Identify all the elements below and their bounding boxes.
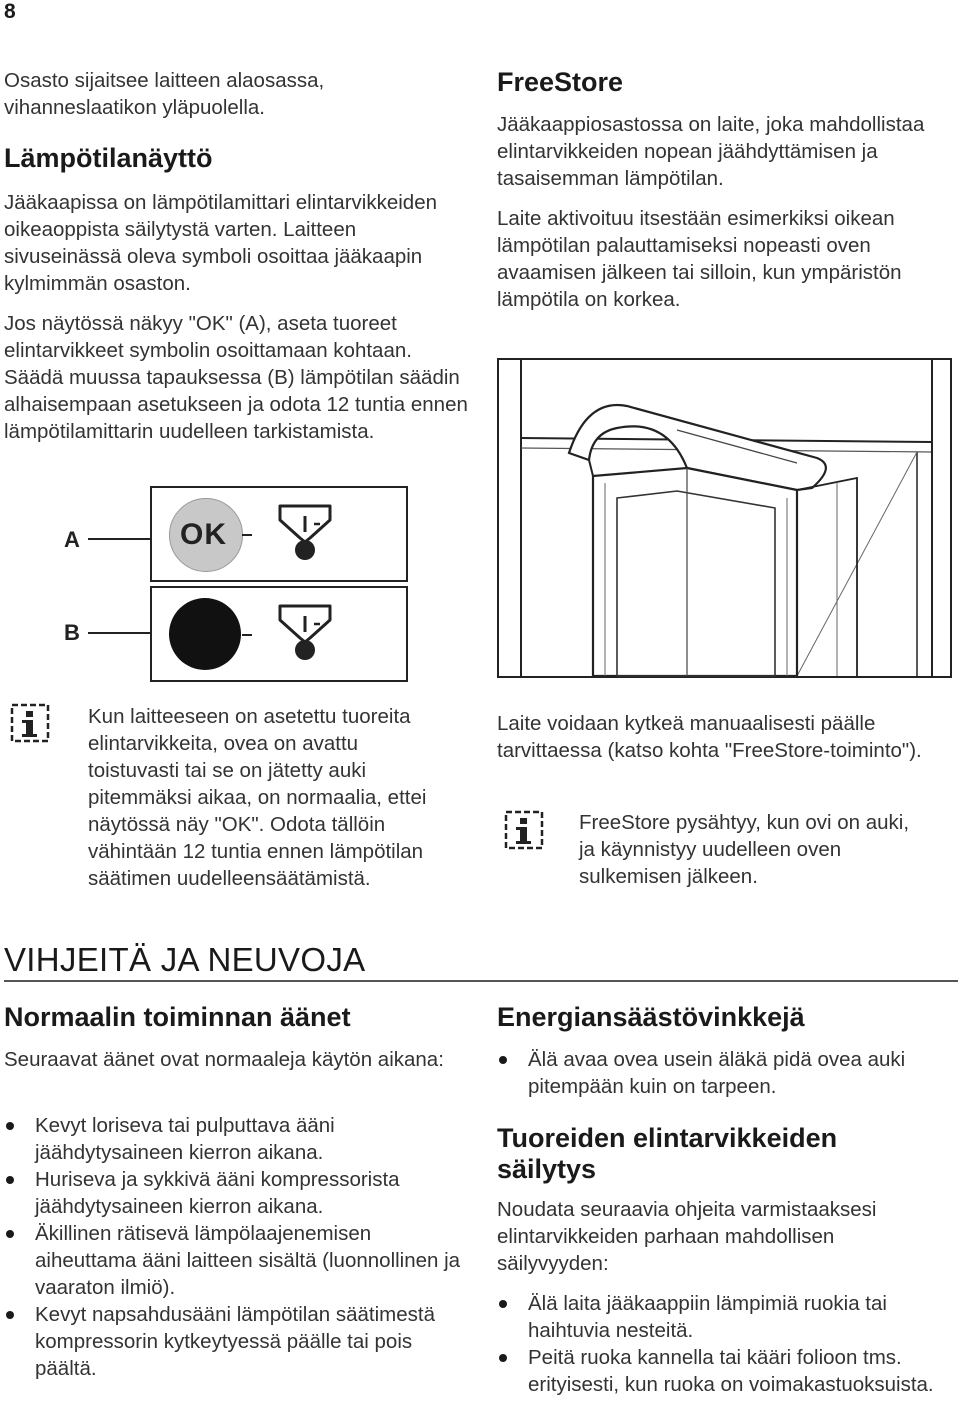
temp-paragraph-2: Jos näytössä näkyy "OK" (A), aseta tuoreet elintarvikkeet symbolin osoittamaan kohtaan. Säädä muussa tapauksessa (B) lämpötilan säädin alhaisempaan asetukseen ja odota 12 tuntia ennen lämpötilamittarin uudelleen tarkistamista. (4, 312, 468, 443)
panel-b (150, 586, 408, 682)
dark-indicator-circle (169, 598, 241, 670)
ok-text: OK (180, 518, 227, 551)
section-divider (4, 980, 958, 982)
list-item: Peitä ruoka kannella tai kääri folioon tms. erityisesti, kun ruoka on voimakastuoksuista. (497, 1344, 952, 1398)
list-item: Älä avaa ovea usein äläkä pidä ovea auki pitempään kuin on tarpeen. (497, 1046, 959, 1100)
left-info-note: Kun laitteeseen on asetettu tuoreita elintarvikkeita, ovea on avattu toistuvasti tai se on jätetty auki pitemmäksi aikaa, on normaalia, ettei näytössä näy "OK". Odota tällöin vähintään 12 tuntia ennen lämpötilan säätimen uudelleensäätämistä. (88, 705, 427, 890)
energy-list (497, 1046, 959, 1100)
leader-line-b (88, 632, 150, 634)
dash-b (242, 634, 252, 636)
list-item: Huriseva ja sykkivä ääni kompressorista jäähdytysaineen kierron aikana. (4, 1166, 464, 1220)
freestore-paragraph-1: Jääkaappiosastossa on laite, joka mahdollistaa elintarvikkeiden nopean jäähdyttämisen ja tasaisemman lämpötilan. (497, 113, 925, 190)
info-icon (10, 703, 50, 743)
freestore-device-illustration (497, 358, 952, 678)
right-info-note: FreeStore pysähtyy, kun ovi on auki, ja käynnistyy uudelleen oven sulkemisen jälkeen. (579, 811, 910, 888)
thermometer-symbol-icon (276, 602, 334, 666)
storage-list (497, 1290, 952, 1398)
page-number: 8 (4, 0, 16, 23)
label-a: A (64, 527, 80, 552)
storage-intro: Noudata seuraavia ohjeita varmistaaksesi elintarvikkeiden parhaan mahdollisen säilyvyyden: (497, 1198, 877, 1275)
temperature-indicator-diagram (0, 486, 410, 682)
info-icon (504, 810, 544, 850)
list-item: Äkillinen rätisevä lämpölaajenemisen aiheuttama ääni laitteen sisältä (luonnollinen ja vaaraton ilmiö). (4, 1220, 464, 1301)
list-item: Kevyt napsahdusääni lämpötilan säätimestä kompressorin kytkeytyessä päälle tai pois päältä. (4, 1301, 464, 1382)
freestore-heading: FreeStore (497, 67, 624, 97)
label-b: B (64, 620, 80, 645)
panel-a (150, 486, 408, 582)
freestore-paragraph-2: Laite aktivoituu itsestään esimerkiksi oikean lämpötilan palauttamiseksi nopeasti oven avaamisen jälkeen tai silloin, kun ympäristön lämpötila on korkea. (497, 207, 902, 311)
temp-paragraph-1: Jääkaapissa on lämpötilamittari elintarvikkeiden oikeaoppista säilytystä varten. Laitteen sivuseinässä oleva symboli osoittaa jääkaapin kylmimmän osaston. (4, 191, 437, 295)
dash-a (242, 534, 252, 536)
storage-heading: Tuoreiden elintarvikkeiden säilytys (497, 1123, 838, 1184)
sounds-heading: Normaalin toiminnan äänet (4, 1002, 351, 1032)
sounds-list (4, 1112, 464, 1382)
leader-line-a (88, 538, 150, 540)
temp-display-heading: Lämpötilanäyttö (4, 143, 213, 173)
list-item: Kevyt loriseva tai pulputtava ääni jäähdytysaineen kierron aikana. (4, 1112, 464, 1166)
list-item: Älä laita jääkaappiin lämpimiä ruokia tai haihtuvia nesteitä. (497, 1290, 952, 1344)
section-title: VIHJEITÄ JA NEUVOJA (4, 941, 366, 978)
manual-activation-text: Laite voidaan kytkeä manuaalisesti päälle tarvittaessa (katso kohta "FreeStore-toiminto"). (497, 712, 922, 762)
sounds-intro: Seuraavat äänet ovat normaaleja käytön aikana: (4, 1048, 444, 1071)
intro-text: Osasto sijaitsee laitteen alaosassa, vihanneslaatikon yläpuolella. (4, 69, 325, 119)
thermometer-symbol-icon (276, 502, 334, 566)
energy-heading: Energiansäästövinkkejä (497, 1002, 805, 1032)
